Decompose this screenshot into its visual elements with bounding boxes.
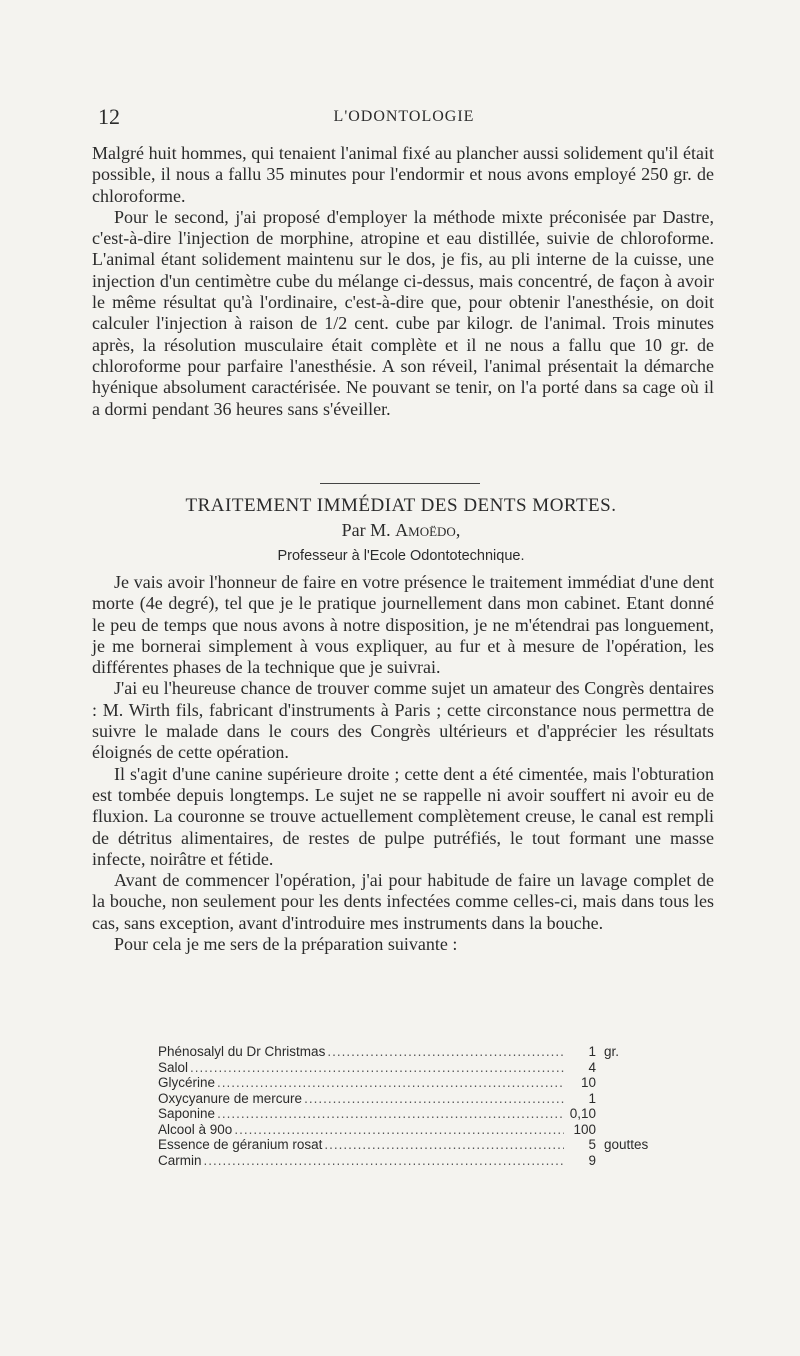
quantity: 9 bbox=[588, 1152, 596, 1168]
recipe-row bbox=[158, 1091, 678, 1107]
paragraph: Pour cela je me sers de la préparation suivante : bbox=[114, 934, 458, 955]
paragraph: J'ai eu l'heureuse chance de trouver comme sujet un amateur des Congrès dentaires : M. Wirth fils, fabricant d'instruments à Paris ; cette circonstance nous permettra de suivre le malade dans le cours des Congrès ultérieurs et d'apprécier les résultats éloignés de cette opération. bbox=[92, 678, 714, 763]
recipe-row bbox=[158, 1122, 678, 1138]
quantity: 1 bbox=[588, 1044, 596, 1059]
quantity: 0,10 bbox=[569, 1106, 596, 1121]
ingredient: Glycérine bbox=[158, 1075, 216, 1090]
paragraph: Pour le second, j'ai proposé d'employer la méthode mixte préconisée par Dastre, c'est-à-dire l'injection de morphine, atropine et eau distillée, suivie de chloroforme. L'animal étant solidement maintenu sur le dos, je fis, au pli interne de la cuisse, une injection d'un centimètre cube du mélange ci-dessus, mais concentré, de façon à avoir le même résultat qu'à l'ordinaire, c'est-à-dire que, pour obtenir l'anesthésie, on doit calculer l'injection à raison de 1/2 cent. cube par kilogr. de l'animal. Trois minutes après, la résolution musculaire était complète et il ne nous a fallu que 10 gr. de chloroforme pour parfaire l'anesthésie. A son réveil, l'animal présentait la démarche hyénique absolument caractérisée. Ne pouvant se tenir, on l'a porté dans sa cage où il a dormi pendant 36 heures sans s'éveiller. bbox=[92, 206, 714, 419]
paragraph: Il s'agit d'une canine supérieure droite ; cette dent a été cimentée, mais l'obturation est tombée depuis longtemps. Le sujet ne se rappelle ni avoir souffert ni avoir eu de fluxion. La couronne se trouve actuellement complètement creuse, le canal est rempli de détritus alimentaires, de restes de pulpe putréfiés, le tout formant une masse infecte, noirâtre et fétide. bbox=[92, 763, 714, 869]
ingredient: Salol bbox=[158, 1059, 189, 1075]
unit: gr. bbox=[604, 1044, 620, 1059]
section-divider bbox=[320, 483, 480, 484]
recipe-list bbox=[158, 1044, 678, 1168]
ingredient: Oxycyanure de mercure bbox=[158, 1090, 303, 1106]
ingredient: Essence de géranium rosat bbox=[158, 1137, 323, 1152]
ingredient: Carmin bbox=[158, 1152, 202, 1168]
recipe-row bbox=[158, 1137, 678, 1153]
page-header bbox=[98, 104, 710, 134]
recipe-row bbox=[158, 1060, 678, 1076]
article-author bbox=[90, 520, 712, 541]
author-prefix: Par M. bbox=[341, 520, 391, 540]
quantity: 5 bbox=[588, 1137, 596, 1152]
author-name: Amoëdo, bbox=[395, 520, 461, 540]
ingredient: Alcool à 90o bbox=[158, 1121, 233, 1137]
previous-article-text bbox=[92, 143, 714, 420]
page-number: 12 bbox=[98, 104, 120, 129]
ingredient: Phénosalyl du Dr Christmas bbox=[158, 1044, 326, 1059]
paragraph: Je vais avoir l'honneur de faire en votre présence le traitement immédiat d'une dent morte (4e degré), tel que je le pratique journellement dans mon cabinet. Etant donné le peu de temps que nous avons à notre disposition, je ne m'étendrai pas longuement, je me bornerai simplement à vous expliquer, au fur et à mesure de l'opération, les différentes phases de la technique que je suivrai. bbox=[92, 572, 714, 678]
paragraph: Malgré huit hommes, qui tenaient l'animal fixé au plancher aussi solidement qu'il était possible, il nous a fallu 35 minutes pour l'endormir et nous avons employé 250 gr. de chloroforme. bbox=[92, 143, 714, 206]
running-title: L'ODONTOLOGIE bbox=[333, 108, 475, 125]
paragraph: Avant de commencer l'opération, j'ai pour habitude de faire un lavage complet de la bouche, non seulement pour les dents infectées comme celles-ci, mais dans tous les cas, sans exception, avant d'introduire mes instruments dans la bouche. bbox=[92, 870, 714, 933]
quantity: 1 bbox=[588, 1090, 596, 1106]
article-body bbox=[92, 572, 714, 955]
unit: gouttes bbox=[604, 1137, 649, 1152]
quantity: 4 bbox=[588, 1059, 596, 1075]
recipe-row bbox=[158, 1044, 678, 1060]
author-affiliation: Professeur à l'Ecole Odontotechnique. bbox=[277, 548, 525, 564]
recipe-row bbox=[158, 1153, 678, 1169]
ingredient: Saponine bbox=[158, 1106, 216, 1121]
recipe-row bbox=[158, 1075, 678, 1091]
quantity: 100 bbox=[573, 1121, 596, 1137]
recipe-row bbox=[158, 1106, 678, 1122]
article-title: TRAITEMENT IMMÉDIAT DES DENTS MORTES. bbox=[185, 495, 617, 516]
quantity: 10 bbox=[580, 1075, 596, 1090]
